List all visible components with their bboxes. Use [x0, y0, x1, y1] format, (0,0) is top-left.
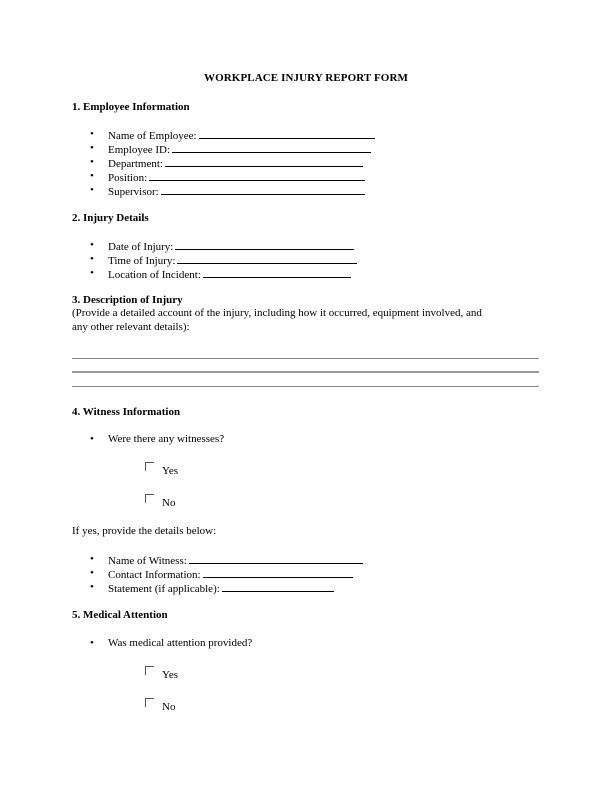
description-line-3[interactable] [72, 386, 539, 387]
date-of-injury-input[interactable] [175, 238, 354, 250]
employee-id-input[interactable] [172, 141, 371, 153]
section-heading-witness-info: 4. Witness Information [72, 406, 181, 418]
section-heading-medical-attention: 5. Medical Attention [72, 609, 168, 621]
bullet: • [90, 142, 94, 154]
bullet: • [90, 637, 94, 649]
bullet: • [90, 170, 94, 182]
medical-question-text: Was medical attention provided? [108, 637, 253, 649]
bullet: • [90, 184, 94, 196]
contact-information-input[interactable] [203, 566, 353, 578]
name-of-employee-input[interactable] [199, 127, 375, 139]
form-title: WORKPLACE INJURY REPORT FORM [203, 72, 408, 84]
position-input[interactable] [149, 169, 365, 181]
medical-yes-checkbox[interactable] [145, 666, 154, 675]
name-of-witness-input[interactable] [189, 552, 363, 564]
medical-no-label: No [162, 701, 176, 713]
description-instructions-line1: (Provide a detailed account of the injury, including how it occurred, equipment involved, and [72, 307, 482, 319]
bullet: • [90, 581, 94, 593]
field-label: Date of Injury: [108, 241, 174, 253]
statement-input[interactable] [222, 580, 334, 592]
bullet: • [90, 433, 94, 445]
field-label: Time of Injury: [108, 255, 176, 267]
location-of-incident-input[interactable] [203, 266, 351, 278]
bullet: • [90, 567, 94, 579]
description-line-1[interactable] [72, 358, 539, 359]
field-label: Contact Information: [108, 569, 201, 581]
section-heading-description: 3. Description of Injury [72, 294, 183, 306]
witness-no-label: No [162, 497, 176, 509]
field-label: Location of Incident: [108, 269, 201, 281]
witness-followup-text: If yes, provide the details below: [72, 525, 217, 537]
field-label: Statement (if applicable): [108, 583, 220, 595]
section-heading-injury-details: 2. Injury Details [72, 212, 149, 224]
section-heading-employee-info: 1. Employee Information [72, 101, 190, 113]
description-instructions-line2: any other relevant details): [72, 321, 190, 333]
bullet: • [90, 128, 94, 140]
field-label: Position: [108, 172, 148, 184]
field-label: Supervisor: [108, 186, 159, 198]
field-label: Name of Employee: [108, 130, 197, 142]
department-input[interactable] [165, 155, 363, 167]
bullet: • [90, 156, 94, 168]
field-label: Department: [108, 158, 163, 170]
field-label: Name of Witness: [108, 555, 187, 567]
bullet: • [90, 553, 94, 565]
bullet: • [90, 267, 94, 279]
field-label: Employee ID: [108, 144, 171, 156]
bullet: • [90, 239, 94, 251]
supervisor-input[interactable] [161, 183, 365, 195]
witness-yes-label: Yes [162, 465, 179, 477]
witness-question-text: Were there any witnesses? [108, 433, 225, 445]
medical-no-checkbox[interactable] [145, 698, 154, 707]
description-line-2[interactable] [72, 371, 539, 373]
witness-no-checkbox[interactable] [145, 494, 154, 503]
bullet: • [90, 253, 94, 265]
time-of-injury-input[interactable] [177, 252, 357, 264]
witness-yes-checkbox[interactable] [145, 462, 154, 471]
medical-yes-label: Yes [162, 669, 179, 681]
